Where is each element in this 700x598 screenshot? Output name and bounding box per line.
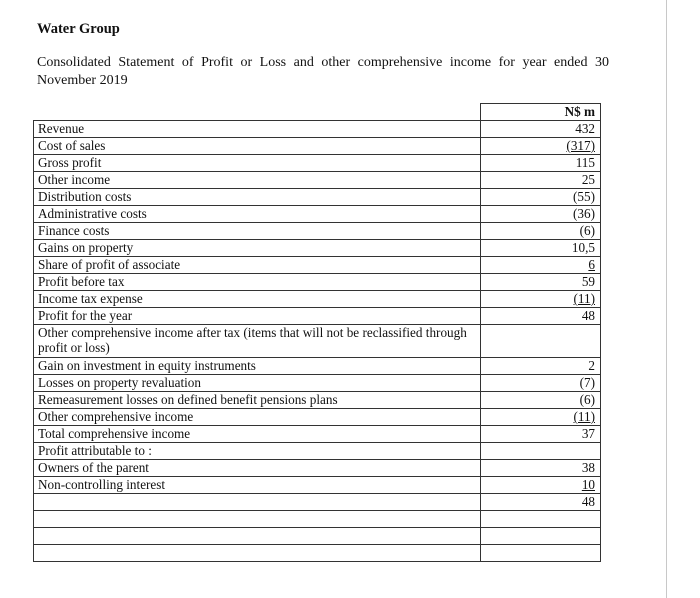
table-row [34, 257, 601, 274]
row-value [481, 426, 601, 443]
table-row [34, 528, 601, 545]
row-value-text: 2 [588, 358, 595, 373]
row-value-text: 115 [575, 155, 595, 170]
row-value-text: 432 [575, 121, 595, 136]
row-label: Other comprehensive income after tax (items that will not be reclassified through profit or loss) [34, 325, 481, 358]
table-row [34, 206, 601, 223]
row-label: Owners of the parent [34, 460, 481, 477]
row-value-text: 25 [581, 172, 595, 187]
row-label: Other income [34, 172, 481, 189]
row-label [34, 494, 481, 511]
row-value [481, 443, 601, 460]
row-value [481, 223, 601, 240]
row-label: Administrative costs [34, 206, 481, 223]
table-row [34, 223, 601, 240]
row-value-text: 10 [581, 477, 595, 492]
table-row [34, 392, 601, 409]
table-row [34, 189, 601, 206]
row-label: Gain on investment in equity instruments [34, 358, 481, 375]
row-value-text: 59 [581, 274, 595, 289]
row-label: Remeasurement losses on defined benefit pensions plans [34, 392, 481, 409]
row-label: Finance costs [34, 223, 481, 240]
row-value [481, 375, 601, 392]
row-value [481, 291, 601, 308]
row-value [481, 240, 601, 257]
row-label: Share of profit of associate [34, 257, 481, 274]
table-row [34, 477, 601, 494]
table-row [34, 240, 601, 257]
row-value [481, 392, 601, 409]
row-value [481, 138, 601, 155]
row-value-text: (36) [573, 206, 595, 221]
row-value [481, 308, 601, 325]
row-value-text: 48 [581, 308, 595, 323]
row-label: Profit before tax [34, 274, 481, 291]
row-value [481, 528, 601, 545]
row-label: Gross profit [34, 155, 481, 172]
table-row [34, 409, 601, 426]
table-row [34, 426, 601, 443]
row-value-text: 6 [588, 257, 595, 272]
row-label: Total comprehensive income [34, 426, 481, 443]
row-value [481, 409, 601, 426]
row-value [481, 477, 601, 494]
row-value [481, 189, 601, 206]
page-edge-divider [666, 0, 667, 598]
row-value [481, 511, 601, 528]
row-label [34, 511, 481, 528]
row-label: Revenue [34, 121, 481, 138]
table-row [34, 274, 601, 291]
unit-header: N$ m [481, 104, 601, 121]
row-value-text: (6) [579, 392, 595, 407]
header-label-cell [34, 104, 481, 121]
row-label: Non-controlling interest [34, 477, 481, 494]
row-label: Distribution costs [34, 189, 481, 206]
row-value-text: (317) [566, 138, 595, 153]
table-row [34, 460, 601, 477]
table-header-row [34, 104, 601, 121]
row-value-text: 38 [581, 460, 595, 475]
table-row [34, 443, 601, 460]
row-label: Other comprehensive income [34, 409, 481, 426]
table-row [34, 511, 601, 528]
row-value [481, 274, 601, 291]
table-row [34, 325, 601, 358]
row-value [481, 494, 601, 511]
row-value [481, 358, 601, 375]
table-row [34, 291, 601, 308]
table-row [34, 172, 601, 189]
row-label: Income tax expense [34, 291, 481, 308]
row-value-text: 10,5 [571, 240, 595, 255]
row-value-text: (55) [573, 189, 595, 204]
row-value [481, 172, 601, 189]
row-value-text: 37 [581, 426, 595, 441]
row-value [481, 155, 601, 172]
row-label: Gains on property [34, 240, 481, 257]
row-value [481, 325, 601, 358]
row-label: Profit attributable to : [34, 443, 481, 460]
document-subtitle: Consolidated Statement of Profit or Loss and other comprehensive income for year ended 30 November 2019 [37, 55, 609, 88]
row-value-text: (6) [579, 223, 595, 238]
row-label: Losses on property revaluation [34, 375, 481, 392]
row-value [481, 257, 601, 274]
row-label [34, 528, 481, 545]
table-row [34, 155, 601, 172]
row-value [481, 545, 601, 562]
row-value [481, 206, 601, 223]
row-value [481, 460, 601, 477]
row-value-text: (11) [573, 409, 595, 424]
row-label: Cost of sales [34, 138, 481, 155]
row-label: Profit for the year [34, 308, 481, 325]
row-value-text: 48 [581, 494, 595, 509]
table-row [34, 121, 601, 138]
table-row [34, 308, 601, 325]
profit-loss-table [33, 103, 601, 562]
table-row [34, 138, 601, 155]
row-value-text: (7) [579, 375, 595, 390]
row-value [481, 121, 601, 138]
row-label [34, 545, 481, 562]
table-row [34, 358, 601, 375]
document-title: Water Group [37, 21, 120, 37]
table-row [34, 545, 601, 562]
row-value-text: (11) [573, 291, 595, 306]
table-row [34, 375, 601, 392]
table-row [34, 494, 601, 511]
